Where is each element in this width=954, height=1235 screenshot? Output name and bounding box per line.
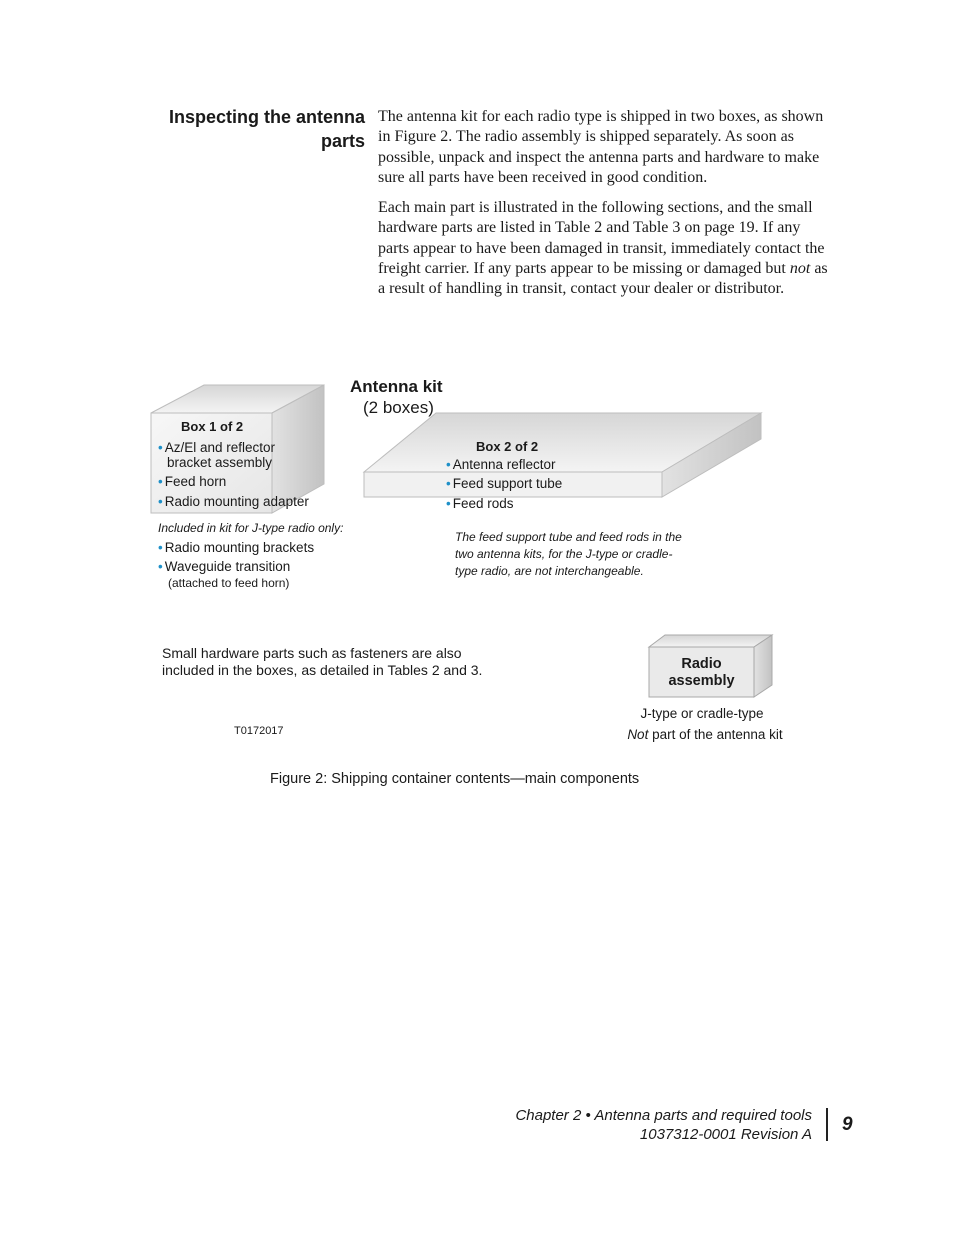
hardware-note: Small hardware parts such as fasteners are also included in the boxes, as detailed in Tables 2 and 3. [162,645,483,678]
bullet-icon: • [158,440,163,455]
box1-title: Box 1 of 2 [181,419,244,434]
page-footer [420,1106,812,1144]
box1-item-azel: • Az/El and reflector [158,440,276,455]
kit-subtitle: (2 boxes) [363,398,434,417]
radio-box-label: Radio assembly [668,656,735,689]
footer-chapter: Chapter 2 • Antenna parts and required tools [515,1107,812,1124]
box2-item-rods: • Feed rods [446,496,514,511]
bullet-icon: • [158,559,163,574]
box2-drawing [364,413,761,497]
section-heading-line1: Inspecting the antenna [168,107,365,127]
box2-note: The feed support tube and feed rods in the two antenna kits, for the J-type or cradle- type radio, are not interchangeable. [455,530,682,578]
bullet-icon: • [446,476,451,491]
kit-title: Antenna kit [350,377,443,396]
box2-item-reflector: • Antenna reflector [446,457,556,472]
section-heading-line2: parts [320,131,365,151]
bullet-icon: • [446,496,451,511]
figure-id: T0172017 [234,725,284,737]
emphasis-not: not [789,260,811,278]
footer-divider [826,1108,828,1141]
figure-caption: Figure 2: Shipping container contents—main components [270,771,640,787]
box1-item-feedhorn: • Feed horn [158,474,227,489]
jtype-item-brackets: • Radio mounting brackets [158,540,315,555]
bullet-icon: • [158,540,163,555]
radio-caption-2: Not part of the antenna kit [627,727,783,742]
jtype-subnote: (attached to feed horn) [168,576,290,590]
bullet-icon: • [158,474,163,489]
jtype-item-waveguide: • Waveguide transition [158,559,291,574]
box2-title: Box 2 of 2 [476,439,539,454]
box1-item-azel-cont: bracket assembly [167,455,273,470]
radio-caption-1: J-type or cradle-type [640,706,764,721]
paragraph-1: The antenna kit for each radio type is shipped in two boxes, as shown in Figure 2. The radio assembly is shipped separately. As soon as possible, unpack and inspect the antenna parts and hardware to make sure all parts have been received in good condition. [378,108,824,186]
jtype-label: Included in kit for J-type radio only: [158,521,344,535]
bullet-icon: • [158,494,163,509]
box1-item-adapter: • Radio mounting adapter [158,494,309,509]
box2-item-tube: • Feed support tube [446,476,563,491]
footer-docnum: 1037312-0001 Revision A [639,1126,812,1143]
paragraph-2: Each main part is illustrated in the following sections, and the small hardware parts are listed in Table 2 and Table 3 on page 19. If any parts appear to have been damaged in transit, immediately contact the freight carrier. If any parts appear to be missing or damaged but not as a result of handling in transit, contact your dealer or distributor. [378,199,828,298]
bullet-icon: • [446,457,451,472]
page-number: 9 [842,1114,853,1135]
